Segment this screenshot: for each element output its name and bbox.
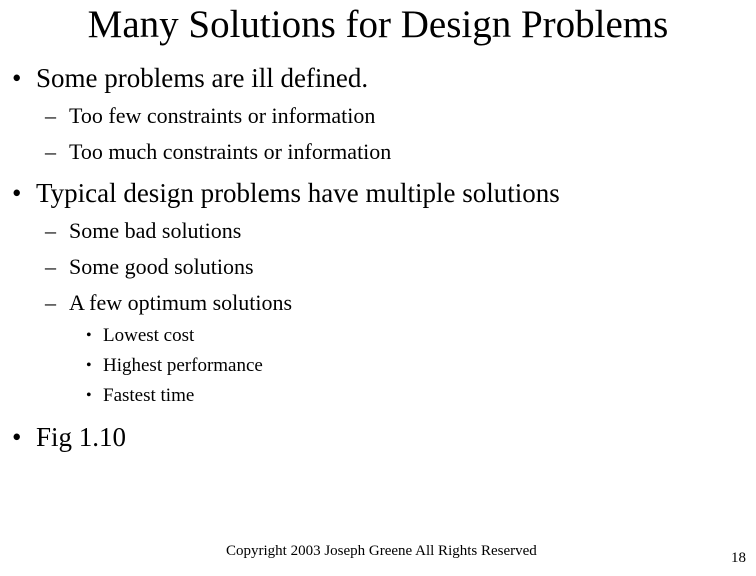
sub-bullet-text: Too much constraints or information xyxy=(69,139,392,164)
dash-marker: – xyxy=(45,139,56,164)
bullet-text: Some problems are ill defined. xyxy=(36,63,369,93)
dash-marker: – xyxy=(45,103,56,128)
page-number: 18 xyxy=(731,550,746,566)
bullet-marker: • xyxy=(12,63,22,93)
sub-bullet-marker: • xyxy=(86,357,92,374)
bullet-marker: • xyxy=(12,422,22,452)
dash-marker: – xyxy=(45,290,56,315)
bullet-marker: • xyxy=(12,178,22,208)
bullet-text: Typical design problems have multiple solutions xyxy=(36,178,560,208)
dash-marker: – xyxy=(45,218,56,243)
sub-bullet-marker: • xyxy=(86,387,92,404)
slide-title: Many Solutions for Design Problems xyxy=(87,3,669,46)
sub-sub-bullet-text: Fastest time xyxy=(103,385,195,406)
sub-sub-bullet-text: Highest performance xyxy=(103,355,263,376)
sub-bullet-text: Some good solutions xyxy=(69,254,254,279)
bullet-text: Fig 1.10 xyxy=(36,422,127,452)
sub-bullet-marker: • xyxy=(86,327,92,344)
sub-bullet-text: A few optimum solutions xyxy=(69,290,293,315)
sub-sub-bullet-text: Lowest cost xyxy=(103,325,195,346)
sub-bullet-text: Too few constraints or information xyxy=(69,103,376,128)
dash-marker: – xyxy=(45,254,56,279)
sub-bullet-text: Some bad solutions xyxy=(69,218,242,243)
footer-copyright: Copyright 2003 Joseph Greene All Rights Reserved xyxy=(226,543,537,559)
